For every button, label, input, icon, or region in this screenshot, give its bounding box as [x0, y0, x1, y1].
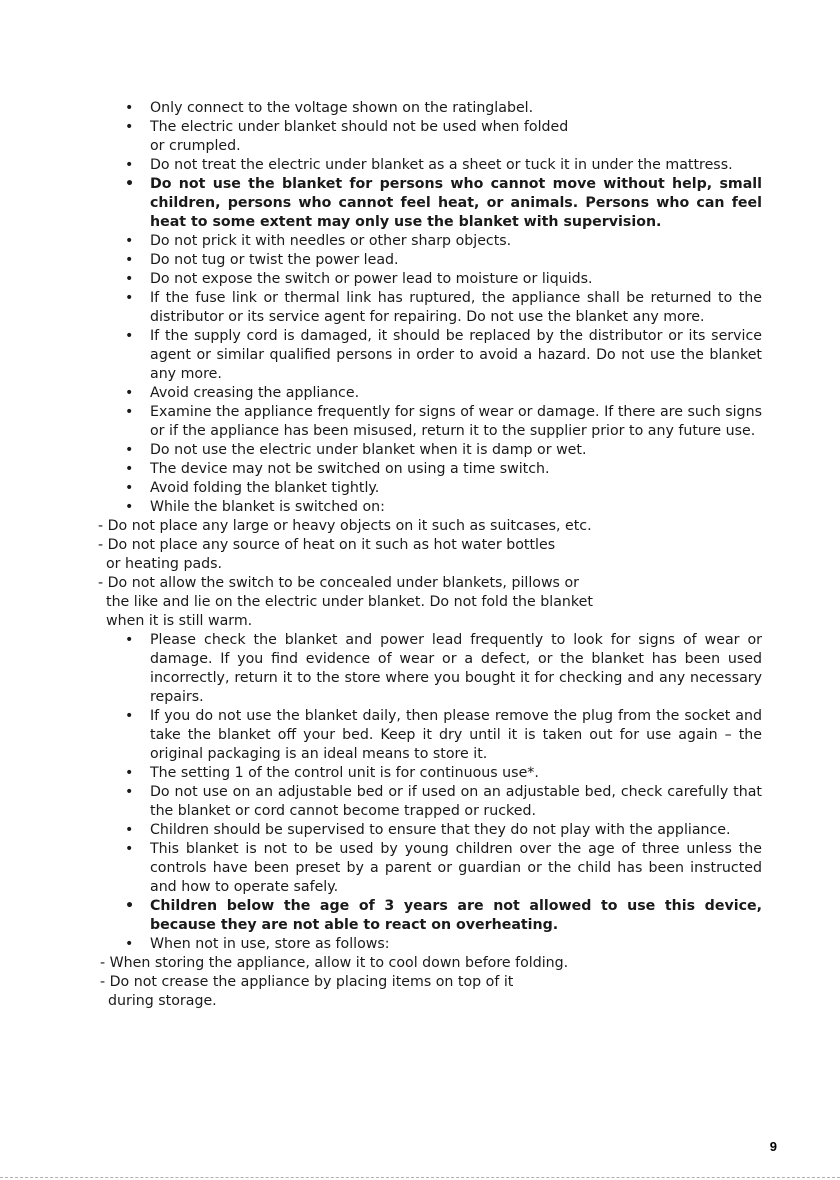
bullet-icon: • — [125, 461, 134, 477]
list-item — [125, 460, 762, 479]
list-item-text: If you do not use the blanket daily, then please remove the plug from the socket and take the blanket off your bed. Keep it dry until it is taken out for use again – the original packaging is an ideal means to store it. — [150, 708, 762, 762]
list-item-text: Do not treat the electric under blanket as a sheet or tuck it in under the mattress. — [150, 157, 733, 173]
list-item-text-continued: or crumpled. — [150, 138, 241, 154]
list-item-text: This blanket is not to be used by young children over the age of three unless the controls have been preset by a parent or guardian or the child has been instructed and how to operate safely. — [150, 841, 762, 895]
bullet-icon: • — [125, 632, 134, 648]
bullet-icon: • — [125, 499, 134, 515]
bullet-icon: • — [125, 290, 134, 306]
list-item-text: Please check the blanket and power lead frequently to look for signs of wear or damage. If you find evidence of wear or a defect, or the blanket has been used incorrectly, return it to the store where you bought it for checking and any necessary repairs. — [150, 632, 762, 705]
bullet-icon: • — [125, 100, 134, 116]
list-item — [125, 707, 762, 764]
list-item — [125, 764, 762, 783]
page-bottom-divider — [0, 1177, 840, 1178]
bullet-icon: • — [125, 822, 134, 838]
list-item-text: Do not use the electric under blanket when it is damp or wet. — [150, 442, 587, 458]
list-item-warning — [125, 175, 762, 232]
list-item-text: Children below the age of 3 years are not allowed to use this device, because they are not able to react on overheating. — [150, 898, 762, 933]
list-item-text: When not in use, store as follows: — [150, 936, 390, 952]
bullet-icon: • — [125, 784, 134, 800]
bullet-icon: • — [125, 157, 134, 173]
storage-dash-list — [0, 954, 660, 1011]
safety-bullet-list-1 — [0, 99, 840, 517]
dash-item: - When storing the appliance, allow it to cool down before folding. — [100, 955, 569, 971]
list-item — [125, 821, 762, 840]
list-item — [125, 289, 762, 327]
list-item — [125, 327, 762, 384]
page-number: 9 — [769, 1139, 777, 1154]
list-item — [125, 498, 762, 517]
list-item-warning — [125, 897, 762, 935]
bullet-icon: • — [125, 708, 134, 724]
list-item — [125, 251, 762, 270]
list-item — [125, 99, 762, 118]
list-item-text: Do not use on an adjustable bed or if used on an adjustable bed, check carefully that the blanket or cord cannot become trapped or rucked. — [150, 784, 762, 819]
list-item — [125, 479, 762, 498]
list-item — [125, 631, 762, 707]
bullet-icon: • — [125, 765, 134, 781]
switched-on-dash-list — [0, 517, 658, 631]
list-item-text: While the blanket is switched on: — [150, 499, 385, 515]
list-item — [125, 441, 762, 460]
dash-item-continued: or heating pads. — [106, 556, 223, 572]
list-item-text: Do not use the blanket for persons who cannot move without help, small children, persons who cannot feel heat, or animals. Persons who can feel heat to some extent may only use the blanket with supervision. — [150, 176, 762, 230]
list-item-text: If the fuse link or thermal link has ruptured, the appliance shall be returned to the distributor or its service agent for repairing. Do not use the blanket any more. — [150, 290, 762, 325]
list-item — [125, 118, 762, 156]
list-item-text: The device may not be switched on using a time switch. — [150, 461, 550, 477]
dash-item: - Do not place any source of heat on it such as hot water bottles — [98, 537, 556, 553]
list-item-text: The electric under blanket should not be used when folded — [150, 119, 569, 135]
bullet-icon: • — [125, 480, 134, 496]
dash-item: - Do not allow the switch to be concealed under blankets, pillows or — [98, 575, 579, 591]
list-item-text: Only connect to the voltage shown on the ratinglabel. — [150, 100, 534, 116]
bullet-icon: • — [125, 271, 134, 287]
list-item — [125, 403, 762, 441]
list-item-text: Avoid creasing the appliance. — [150, 385, 360, 401]
bullet-icon: • — [125, 328, 134, 344]
bullet-icon: • — [125, 841, 134, 857]
list-item — [125, 270, 762, 289]
dash-item-continued: the like and lie on the electric under blanket. Do not fold the blanket — [106, 594, 593, 610]
list-item-text: Do not expose the switch or power lead to moisture or liquids. — [150, 271, 593, 287]
list-item-text: Avoid folding the blanket tightly. — [150, 480, 380, 496]
bullet-icon: • — [125, 404, 134, 420]
manual-page-content — [0, 99, 840, 1011]
list-item-text: Do not tug or twist the power lead. — [150, 252, 399, 268]
list-item-text: Children should be supervised to ensure that they do not play with the appliance. — [150, 822, 731, 838]
list-item-text: Do not prick it with needles or other sharp objects. — [150, 233, 512, 249]
list-item — [125, 840, 762, 897]
bullet-icon: • — [125, 233, 134, 249]
list-item — [125, 384, 762, 403]
safety-bullet-list-2 — [0, 631, 840, 954]
list-item — [125, 232, 762, 251]
bullet-icon: • — [125, 252, 134, 268]
bullet-icon: • — [125, 898, 135, 914]
list-item-text: If the supply cord is damaged, it should be replaced by the distributor or its service agent or similar qualified persons in order to avoid a hazard. Do not use the blanket any more. — [150, 328, 762, 382]
list-item — [125, 935, 762, 954]
dash-item-continued: when it is still warm. — [106, 613, 253, 629]
dash-item-continued: during storage. — [108, 993, 217, 1009]
bullet-icon: • — [125, 119, 134, 135]
dash-item: - Do not crease the appliance by placing items on top of it — [100, 974, 514, 990]
list-item — [125, 156, 762, 175]
bullet-icon: • — [125, 385, 134, 401]
bullet-icon: • — [125, 936, 134, 952]
bullet-icon: • — [125, 442, 134, 458]
bullet-icon: • — [125, 176, 135, 192]
list-item-text: Examine the appliance frequently for signs of wear or damage. If there are such signs or if the appliance has been misused, return it to the supplier prior to any future use. — [150, 404, 762, 439]
list-item-text: The setting 1 of the control unit is for continuous use*. — [150, 765, 539, 781]
list-item — [125, 783, 762, 821]
dash-item: - Do not place any large or heavy objects on it such as suitcases, etc. — [98, 518, 592, 534]
